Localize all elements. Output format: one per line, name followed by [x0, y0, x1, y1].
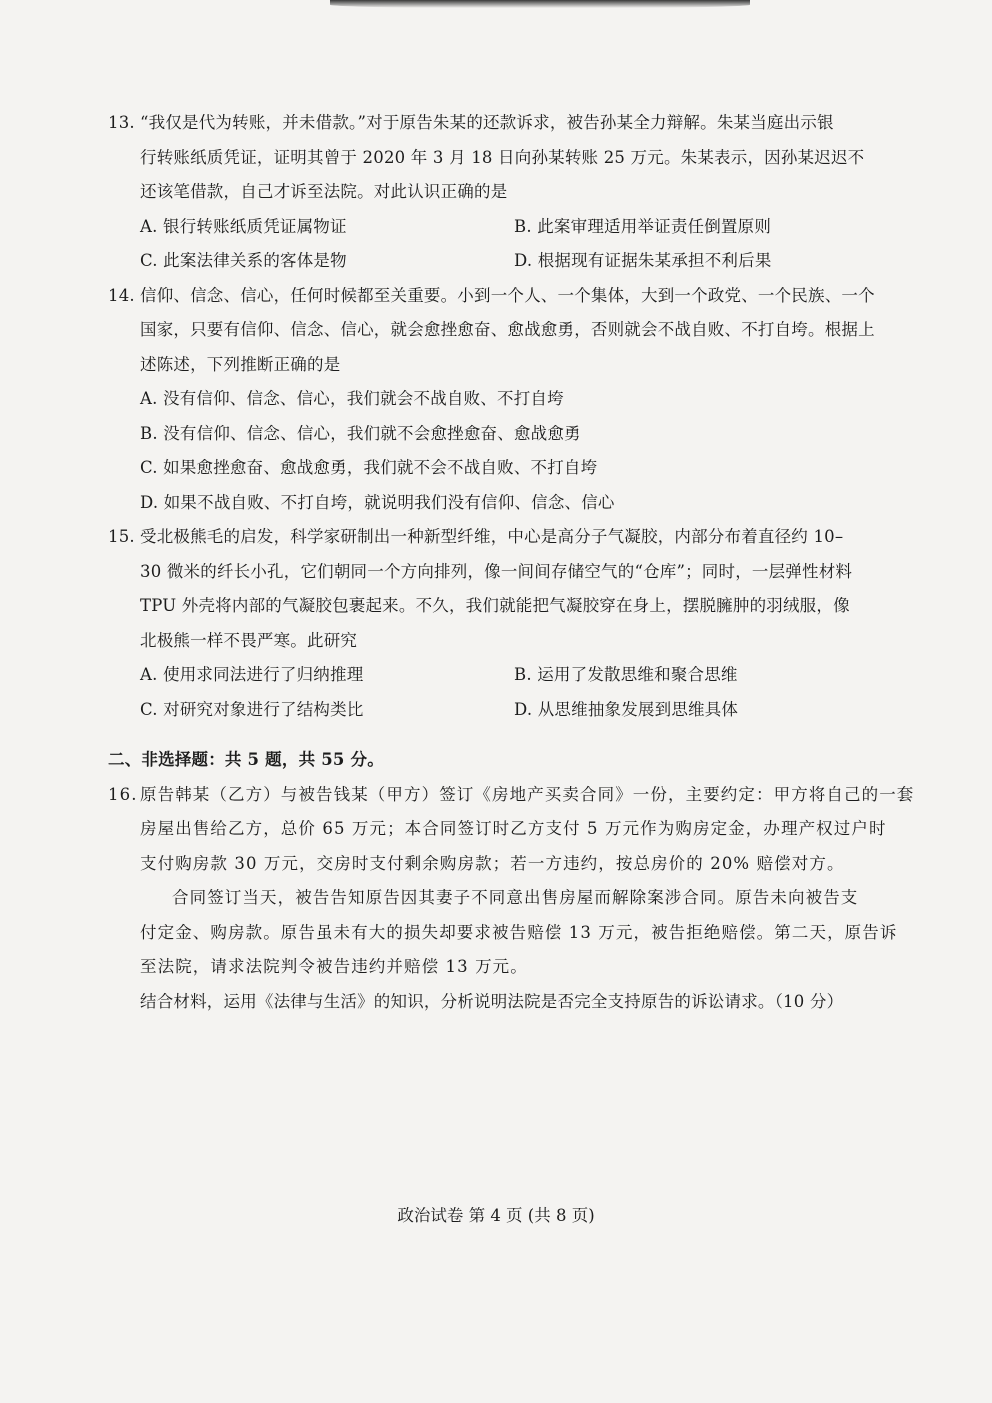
question-stem-line: TPU 外壳将内部的气凝胶包裹起来。不久，我们就能把气凝胶穿在身上，摆脱臃肿的羽绒服，像 — [140, 596, 850, 615]
question-stem-line: 还该笔借款，自己才诉至法院。对此认识正确的是 — [140, 182, 508, 201]
option-a: A. 没有信仰、信念、信心，我们就会不战自败、不打自垮 — [140, 389, 564, 408]
option-a: A. 使用求同法进行了归纳推理 — [140, 665, 364, 684]
option-a: A. 银行转账纸质凭证属物证 — [140, 216, 347, 236]
exam-content — [108, 106, 915, 1019]
question-stem-line: 行转账纸质凭证，证明其曾于 2020 年 3 月 18 日向孙某转账 25 万元。朱某表示，因孙某迟迟不 — [140, 147, 865, 167]
option-row — [108, 693, 888, 728]
question-15 — [108, 520, 888, 727]
question-16 — [108, 778, 915, 1020]
question-task: 结合材料，运用《法律与生活》的知识，分析说明法院是否完全支持原告的诉讼请求。（10 分） — [140, 991, 844, 1011]
scan-shadow — [330, 0, 750, 8]
question-stem-line: “我仅是代为转账，并未借款。”对于原告朱某的还款诉求，被告孙某全力辩解。朱某当庭出示银 — [140, 113, 834, 132]
material-line: 房屋出售给乙方，总价 65 万元；本合同签订时乙方支付 5 万元作为购房定金，办理产权过户时 — [140, 819, 887, 838]
question-stem-line: 国家，只要有信仰、信念、信心，就会愈挫愈奋、愈战愈勇，否则就会不战自败、不打自垮。根据上 — [140, 320, 875, 339]
option-b: B. 运用了发散思维和聚合思维 — [514, 665, 738, 684]
question-stem-line: 30 微米的纤长小孔，它们朝同一个方向排列，像一间间存储空气的“仓库”；同时，一层弹性材料 — [140, 561, 853, 581]
option-b: B. 没有信仰、信念、信心，我们就不会愈挫愈奋、愈战愈勇 — [140, 423, 581, 443]
question-stem-line: 北极熊一样不畏严寒。此研究 — [140, 630, 358, 650]
option-row — [108, 244, 888, 279]
question-stem-line: 述陈述，下列推断正确的是 — [140, 354, 341, 374]
option-b: B. 此案审理适用举证责任倒置原则 — [514, 216, 772, 236]
question-number: 13. — [108, 113, 135, 132]
option-row — [108, 210, 888, 245]
material-line: 至法院，请求法院判令被告违约并赔偿 13 万元。 — [140, 957, 528, 976]
question-number: 14. — [108, 285, 135, 305]
option-c: C. 如果愈挫愈奋、愈战愈勇，我们就不会不战自败、不打自垮 — [140, 458, 598, 477]
option-c: C. 对研究对象进行了结构类比 — [140, 699, 364, 719]
material-line: 付定金、购房款。原告虽未有大的损失却要求被告赔偿 13 万元，被告拒绝赔偿。第二天，原告诉 — [140, 922, 898, 942]
question-stem-line: 信仰、信念、信心，任何时候都至关重要。小到一个人、一个集体，大到一个政党、一个民族、一个 — [140, 285, 875, 305]
question-14 — [108, 279, 888, 521]
option-d: D. 如果不战自败、不打自垮，就说明我们没有信仰、信念、信心 — [140, 492, 615, 512]
option-c: C. 此案法律关系的客体是物 — [140, 251, 347, 270]
section-heading: 二、非选择题：共 5 题，共 55 分。 — [108, 750, 384, 769]
option-d: D. 根据现有证据朱某承担不利后果 — [514, 251, 772, 270]
question-13 — [108, 106, 888, 279]
option-d: D. 从思维抽象发展到思维具体 — [514, 699, 739, 719]
material-line: 原告韩某（乙方）与被告钱某（甲方）签订《房地产买卖合同》一份，主要约定：甲方将自己的一套 — [140, 784, 915, 804]
question-number: 15. — [108, 527, 135, 546]
question-stem-line: 受北极熊毛的启发，科学家研制出一种新型纤维，中心是高分子气凝胶，内部分布着直径约 10– — [140, 527, 844, 546]
question-number: 16. — [108, 784, 138, 804]
material-line: 合同签订当天，被告告知原告因其妻子不同意出售房屋而解除案涉合同。原告未向被告支 — [172, 888, 859, 907]
material-line: 支付购房款 30 万元，交房时支付剩余购房款；若一方违约，按总房价的 20% 赔偿对方。 — [140, 853, 845, 873]
page-footer: 政治试卷 第 4 页 (共 8 页) — [397, 1206, 595, 1225]
option-row — [108, 658, 888, 693]
